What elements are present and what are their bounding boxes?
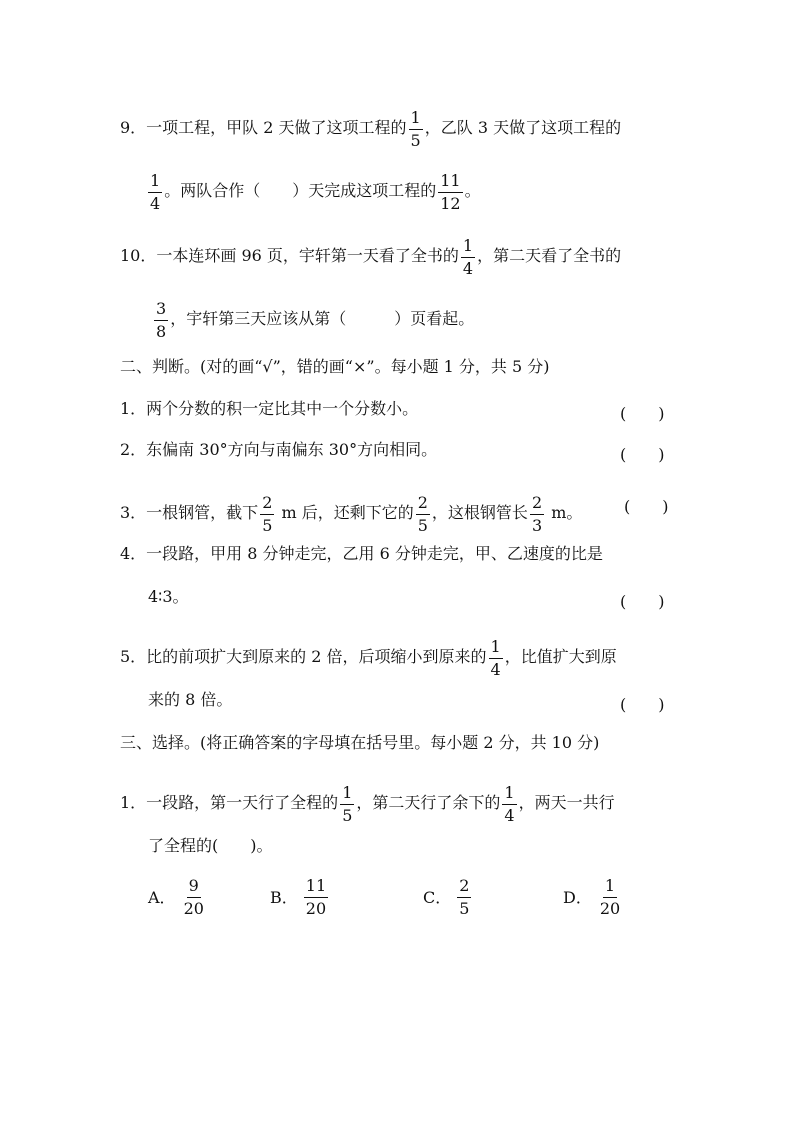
choice-c: C． $\frac{2}{5}$ <box>423 876 470 918</box>
choice-d: D． $\frac{1}{20}$ <box>563 876 621 918</box>
fraction: $\frac{11}{12}$ <box>440 171 461 213</box>
fraction: $\frac{1}{5}$ <box>342 783 353 825</box>
section-2-title: 二、判断。(对的画“√”，错的画“×”。每小题 1 分，共 5 分) <box>120 357 550 376</box>
q9-text-1b: ，乙队 3 天做了这项工程的 <box>424 118 622 137</box>
fraction: $\frac{2}{3}$ <box>531 493 543 535</box>
choice-b: B． $\frac{11}{20}$ <box>270 876 327 918</box>
answer-paren: ( ) <box>624 497 669 516</box>
fraction: $\frac{2}{5}$ <box>262 493 273 535</box>
q10-text-1b: ，第二天看了全书的 <box>477 246 622 265</box>
judge-item-2: 2．东偏南 30°方向与南偏东 30°方向相同。 <box>120 440 438 459</box>
q9-line2 <box>146 172 481 211</box>
judge-item-1: 1．两个分数的积一定比其中一个分数小。 <box>120 399 419 418</box>
judge-item-3: 3．一根钢管，截下 $\frac{2}{5}$ m 后，还剩下它的 $\frac{2}{5}$ ，这根钢管长 $\frac{2}{3}$ m。 <box>120 493 583 535</box>
fraction: $\frac{1}{4}$ <box>504 783 515 825</box>
fraction: $\frac{9}{20}$ <box>183 876 204 918</box>
answer-paren: ( ) <box>620 592 665 611</box>
fraction: $\frac{1}{4}$ <box>150 171 161 213</box>
choice-q1-line2: 了全程的( )。 <box>148 836 273 855</box>
judge-item-4-line2: 4∶3。 <box>148 587 189 606</box>
fraction: $\frac{2}{5}$ <box>459 876 470 918</box>
fraction: $\frac{3}{8}$ <box>156 299 167 341</box>
judge-item-4-line1: 4．一段路，甲用 8 分钟走完，乙用 6 分钟走完，甲、乙速度的比是 <box>120 544 603 563</box>
fraction: $\frac{1}{4}$ <box>462 236 474 278</box>
fraction: $\frac{11}{20}$ <box>305 876 327 918</box>
choice-a: A． $\frac{9}{20}$ <box>148 876 204 918</box>
q9-text-2a: 。两队合作（ ）天完成这项工程的 <box>164 181 437 200</box>
answer-paren: ( ) <box>620 695 665 714</box>
q9-line1 <box>120 109 621 148</box>
fraction: $\frac{1}{4}$ <box>490 637 501 679</box>
q9-text-2b: 。 <box>464 181 481 200</box>
section-3-title: 三、选择。(将正确答案的字母填在括号里。每小题 2 分，共 10 分) <box>120 733 600 752</box>
q10-line2 <box>152 300 474 339</box>
judge-item-5-line1: 5．比的前项扩大到原来的 2 倍，后项缩小到原来的 $\frac{1}{4}$ ，比值扩大到原 <box>120 637 617 679</box>
choice-q1-line1: 1．一段路，第一天行了全程的 $\frac{1}{5}$ ，第二天行了余下的 $\frac{1}{4}$ ，两天一共行 <box>120 783 615 825</box>
judge-item-5-line2: 来的 8 倍。 <box>148 690 233 709</box>
q10-text-1a: 10．一本连环画 96 页，宇轩第一天看了全书的 <box>120 246 459 265</box>
fraction: $\frac{1}{5}$ <box>410 108 421 150</box>
answer-paren: ( ) <box>620 445 665 464</box>
fraction: $\frac{1}{20}$ <box>599 876 621 918</box>
q10-line1 <box>120 237 621 276</box>
q9-text-1a: 9．一项工程，甲队 2 天做了这项工程的 <box>120 118 407 137</box>
answer-paren: ( ) <box>620 404 665 423</box>
fraction: $\frac{2}{5}$ <box>417 493 428 535</box>
q10-text-2: ，宇轩第三天应该从第（ ）页看起。 <box>170 309 475 328</box>
